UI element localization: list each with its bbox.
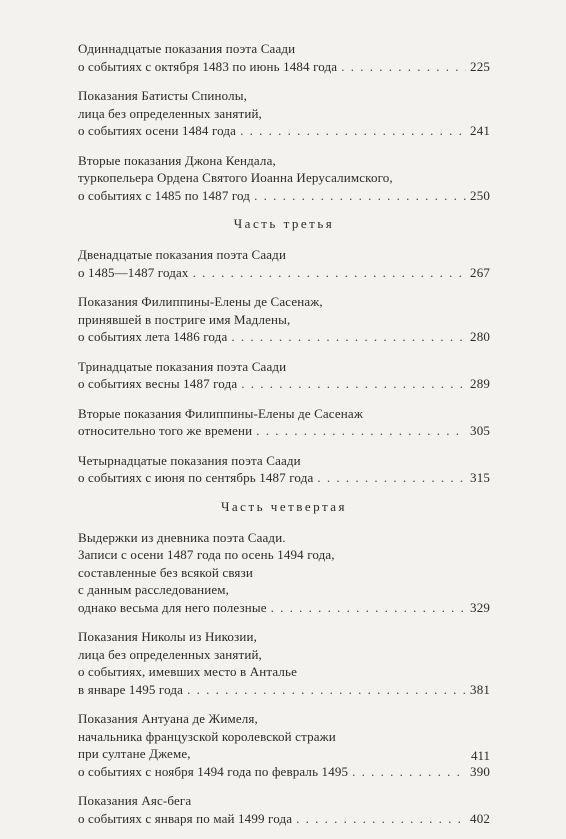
toc-entry-text: Двенадцатые показания поэта Саади bbox=[78, 247, 287, 262]
toc-page-number: 305 bbox=[470, 423, 490, 438]
toc-entry-text: составленные без всякой связи bbox=[78, 564, 253, 580]
toc-entry-text: о событиях с ноября 1494 года по февраль 1495 bbox=[78, 763, 349, 779]
toc-page-number: 289 bbox=[470, 376, 490, 391]
toc-entry-final-line bbox=[78, 264, 490, 282]
toc-page-number: 402 bbox=[470, 810, 490, 826]
leader-dots bbox=[296, 810, 466, 828]
entries-group-a bbox=[78, 40, 490, 204]
toc-entry bbox=[78, 152, 490, 205]
toc-page-number: 225 bbox=[470, 58, 490, 74]
leader-dots bbox=[352, 763, 466, 781]
toc-entry-final-line bbox=[78, 375, 490, 393]
toc-entry-text: Показания Антуана де Жимеля, bbox=[78, 711, 258, 726]
toc-entry-final-line bbox=[78, 187, 490, 205]
toc-entry-text: о событиях с октября 1483 по июнь 1484 года bbox=[78, 58, 338, 74]
leader-dots bbox=[241, 375, 466, 393]
leader-dots bbox=[254, 187, 466, 205]
leader-dots bbox=[193, 264, 466, 282]
page-number: 411 bbox=[470, 748, 490, 763]
toc-entry-text: о событиях, имевших место в Анталье bbox=[78, 664, 298, 679]
toc-entry bbox=[78, 40, 490, 75]
toc-entry bbox=[78, 405, 490, 440]
toc-entry-text: принявшей в постриге имя Мадлены, bbox=[78, 311, 291, 327]
toc-entry-text: о событиях с января по май 1499 года bbox=[78, 810, 293, 826]
toc-entry-final-line bbox=[78, 58, 490, 76]
toc-entry-final-line bbox=[78, 469, 490, 487]
toc-page-number: 329 bbox=[470, 599, 490, 615]
toc-entry-text: Записи с осени 1487 года по осень 1494 года, bbox=[78, 547, 335, 562]
toc-entry-text: относительно того же времени bbox=[78, 423, 253, 438]
toc-page-number: 267 bbox=[470, 264, 490, 280]
toc-entry-text: Тринадцатые показания поэта Саади bbox=[78, 358, 287, 374]
toc-entry-text: о событиях весны 1487 года bbox=[78, 376, 238, 391]
leader-dots bbox=[256, 422, 466, 440]
toc-entry-text: о событиях осени 1484 года bbox=[78, 123, 237, 138]
toc-entry-text: Показания Аяс-бега bbox=[78, 793, 192, 808]
leader-dots bbox=[341, 58, 466, 76]
toc-entry-final-line bbox=[78, 810, 490, 828]
toc-entry-final-line bbox=[78, 328, 490, 346]
part-four-heading: Часть четвертая bbox=[220, 498, 348, 514]
toc-entry bbox=[78, 628, 490, 698]
leader-dots bbox=[231, 328, 466, 346]
leader-dots bbox=[317, 469, 466, 487]
toc-entry-text: лица без определенных занятий, bbox=[78, 105, 262, 121]
toc-entry bbox=[78, 358, 490, 393]
toc-entry bbox=[78, 452, 490, 487]
toc-entry bbox=[78, 246, 490, 281]
toc-entry-final-line bbox=[78, 122, 490, 140]
table-of-contents bbox=[78, 40, 490, 839]
entries-group-c bbox=[78, 529, 490, 828]
toc-entry-text: Выдержки из дневника поэта Саади. bbox=[78, 529, 286, 545]
toc-entry bbox=[78, 710, 490, 780]
toc-entry-text: Показания Батисты Спинолы, bbox=[78, 88, 248, 103]
toc-entry-text: о событиях с 1485 по 1487 год bbox=[78, 187, 251, 203]
toc-page-number: 390 bbox=[470, 763, 490, 779]
toc-entry-text: лица без определенных занятий, bbox=[78, 646, 262, 662]
toc-entry bbox=[78, 87, 490, 140]
toc-entry-text: при султане Джеме, bbox=[78, 746, 191, 761]
toc-entry-final-line bbox=[78, 763, 490, 781]
toc-page-number: 381 bbox=[470, 681, 490, 697]
leader-dots bbox=[187, 681, 466, 699]
toc-entry-text: Вторые показания Филиппины-Елены де Сасенаж bbox=[78, 405, 363, 421]
toc-entry-text: начальника французской королевской стражи bbox=[78, 728, 336, 744]
toc-entry-text: с данным расследованием, bbox=[78, 582, 230, 597]
toc-entry-text: однако весьма для него полезные bbox=[78, 599, 267, 615]
toc-entry-text: Четырнадцатые показания поэта Саади bbox=[78, 452, 301, 468]
leader-dots bbox=[240, 122, 466, 140]
leader-dots bbox=[271, 599, 466, 617]
toc-entry-text: туркопельера Ордена Святого Иоанна Иерусалимского, bbox=[78, 170, 393, 185]
entries-group-b bbox=[78, 246, 490, 487]
toc-entry-text: Показания Николы из Никозии, bbox=[78, 629, 257, 644]
toc-entry-final-line bbox=[78, 422, 490, 440]
toc-entry bbox=[78, 293, 490, 346]
toc-page-number: 315 bbox=[470, 470, 490, 485]
toc-entry-text: о 1485—1487 годах bbox=[78, 264, 189, 280]
toc-entry-text: Вторые показания Джона Кендала, bbox=[78, 152, 276, 168]
toc-entry-final-line bbox=[78, 681, 490, 699]
part-three-heading: Часть третья bbox=[233, 216, 335, 231]
toc-entry-text: о событиях лета 1486 года bbox=[78, 329, 228, 344]
toc-entry bbox=[78, 529, 490, 617]
toc-entry-text: в январе 1495 года bbox=[78, 681, 184, 697]
toc-page-number: 280 bbox=[470, 329, 490, 344]
toc-page-number: 241 bbox=[470, 123, 490, 138]
toc-page-number: 250 bbox=[470, 187, 490, 203]
toc-entry-text: Одиннадцатые показания поэта Саади bbox=[78, 41, 296, 56]
toc-entry-text: о событиях с июня по сентябрь 1487 года bbox=[78, 470, 314, 485]
toc-entry-final-line bbox=[78, 599, 490, 617]
toc-entry-text: Показания Филиппины-Елены де Сасенаж, bbox=[78, 294, 323, 309]
toc-entry bbox=[78, 792, 490, 827]
